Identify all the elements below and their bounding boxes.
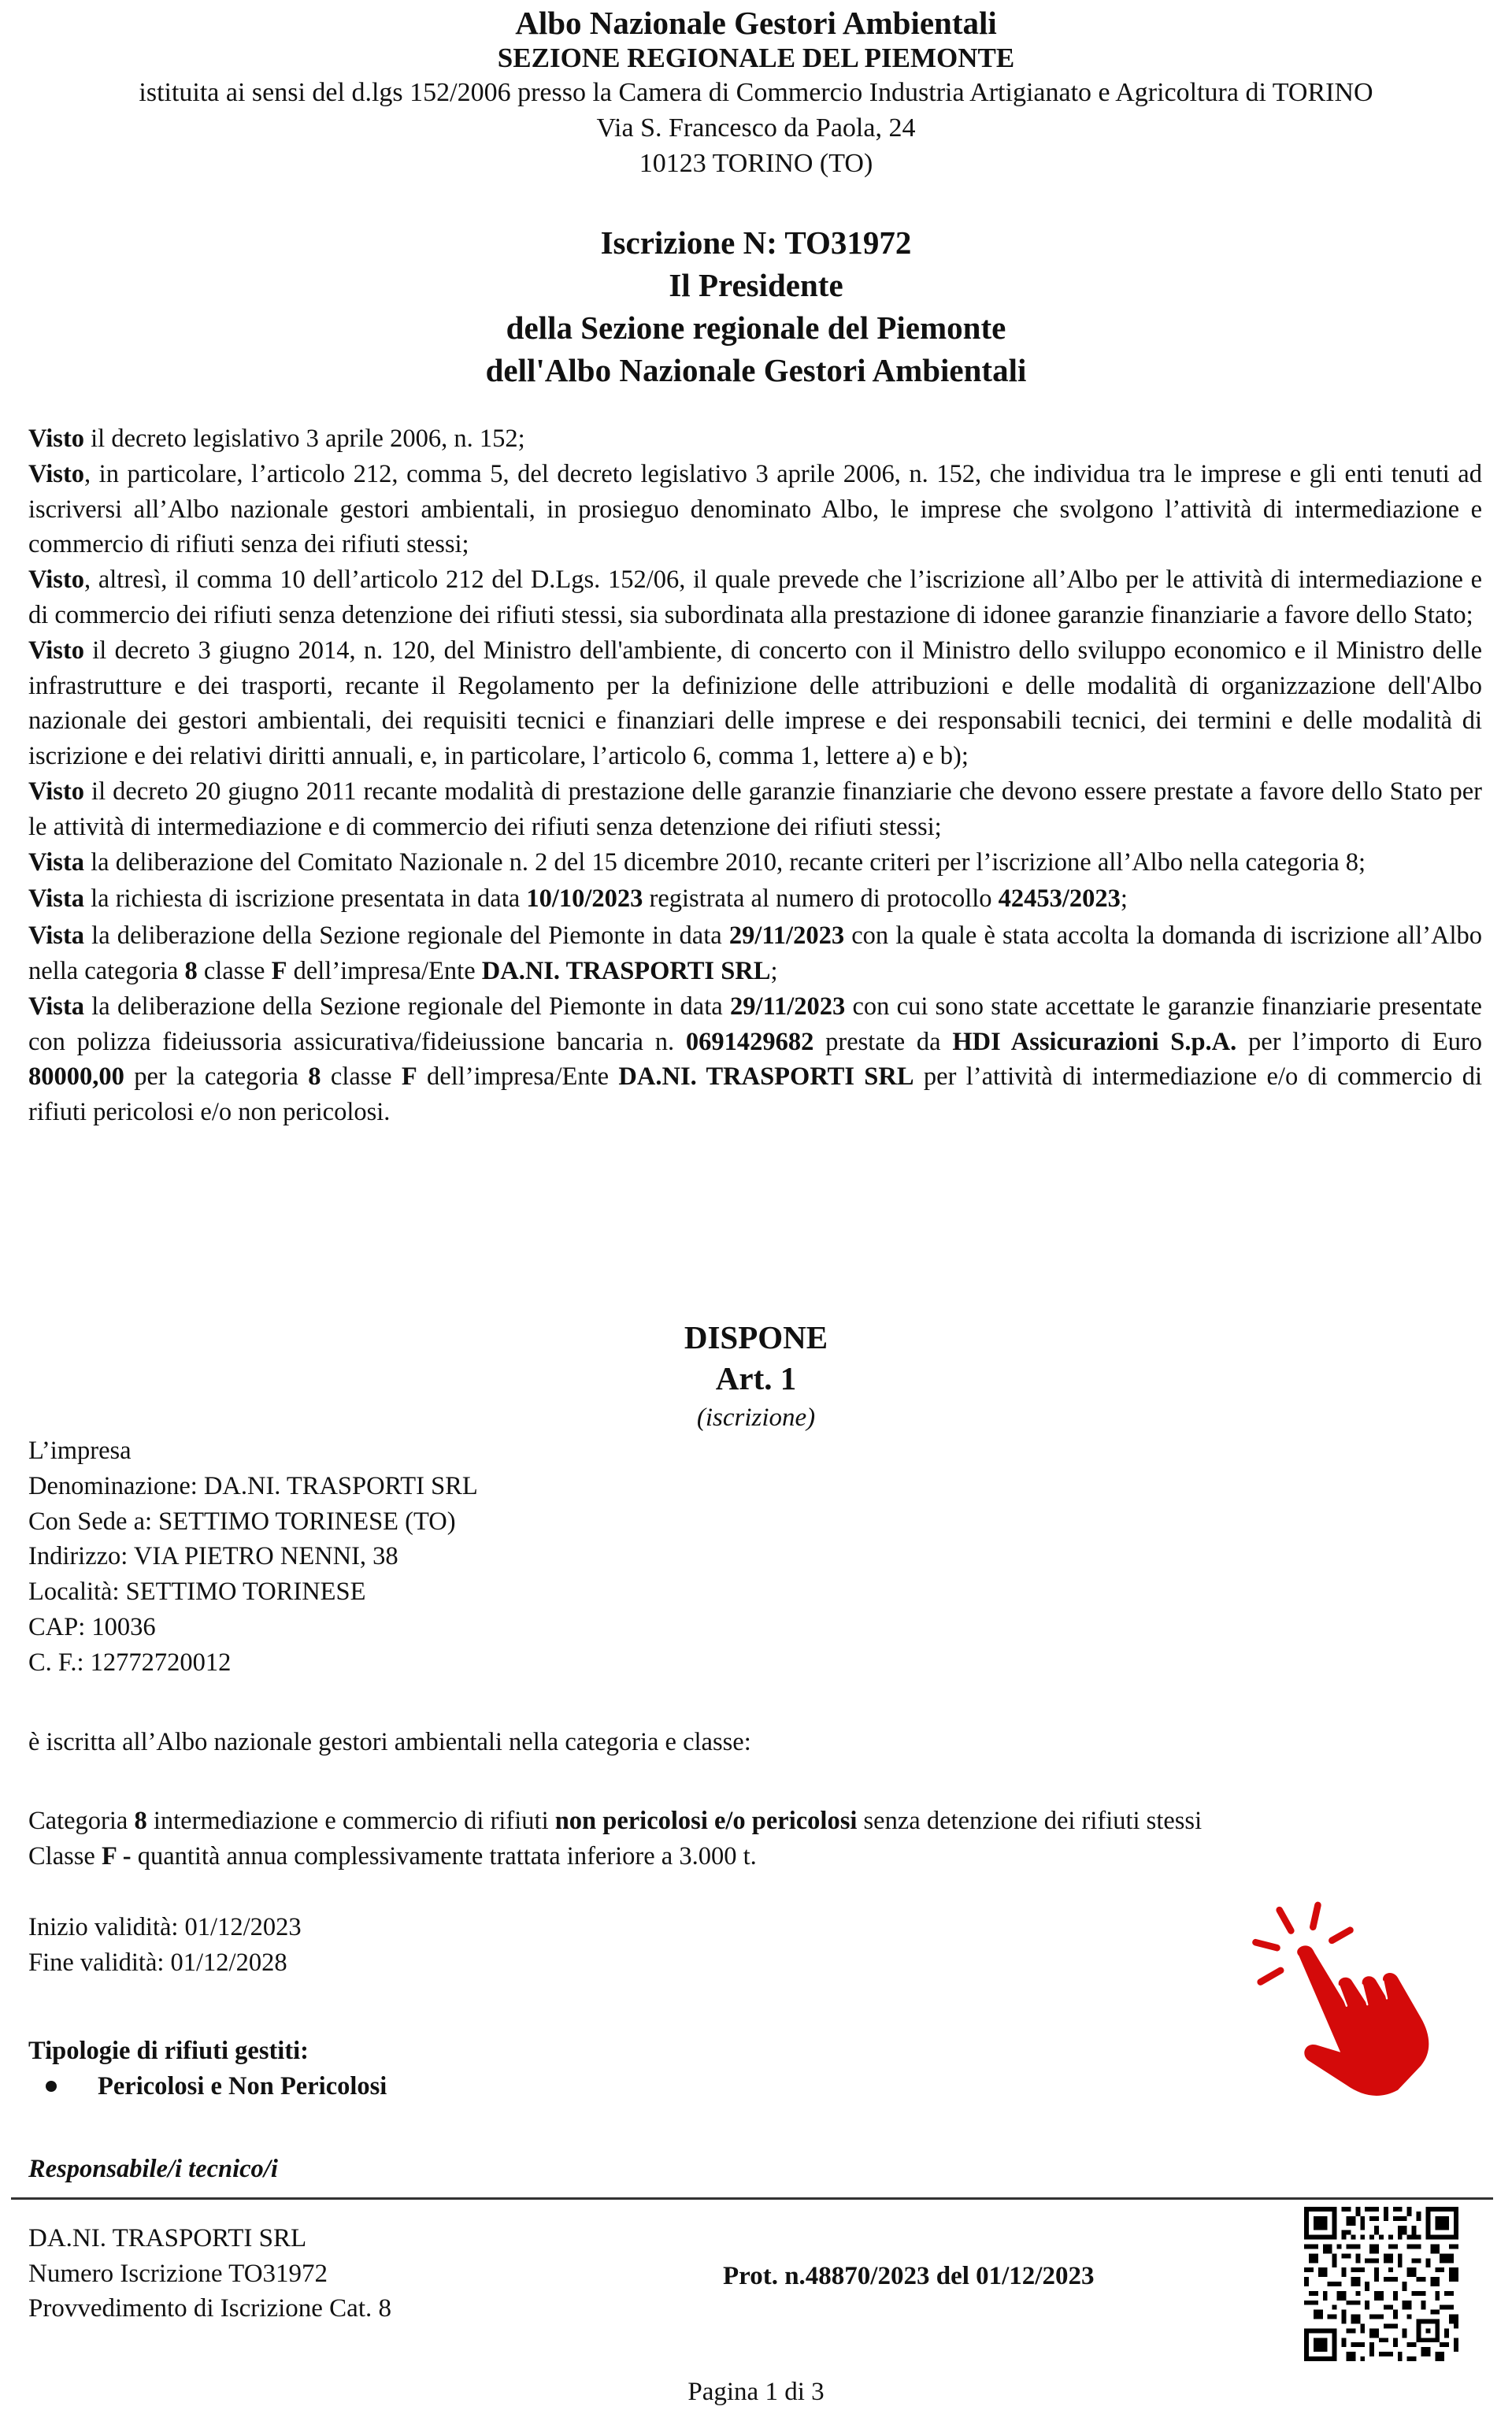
premessa-lead: Vista [28, 847, 85, 877]
garanzie-text: classe [321, 1062, 402, 1092]
footer-impresa: DA.NI. TRASPORTI SRL [28, 2224, 307, 2252]
iscritta-statement: è iscritta all’Albo nazionale gestori ambientali nella categoria e classe: [28, 1728, 751, 1756]
tipologie-item-label: Pericolosi e Non Pericolosi [98, 2071, 387, 2100]
albo-heading: dell'Albo Nazionale Gestori Ambientali [485, 352, 1027, 388]
delibera-text: con la quale è stata accolta la domanda di iscrizione all’Albo nella categoria [28, 921, 1482, 985]
garanzie-lead: Vista [28, 992, 85, 1021]
qr-code-icon[interactable] [1304, 2207, 1458, 2361]
classe-label: Classe [28, 1841, 102, 1871]
delibera-date: 29/11/2023 [728, 921, 845, 951]
tipologie-item [28, 2069, 387, 2104]
delibera-categoria: 8 [184, 956, 198, 985]
delibera-text: dell’impresa/Ente [287, 956, 482, 985]
delibera-impresa: DA.NI. TRASPORTI SRL [481, 956, 771, 985]
garanzie-categoria: 8 [308, 1062, 321, 1092]
impresa-indirizzo: Indirizzo: VIA PIETRO NENNI, 38 [28, 1542, 398, 1571]
impresa-details [28, 1433, 478, 1681]
richiesta-text: ; [1120, 884, 1128, 914]
premessa-text: , altresì, il comma 10 dell’articolo 212 del D.Lgs. 152/06, il quale prevede che l’iscrizione all’Albo per le attività di intermediazione e di commercio dei rifiuti senza detenzione dei rifiuti stessi, sia subordinata alla prestazione di idonee garanzie finanziarie a favore dello Stato; [28, 565, 1482, 629]
premessa-paragraph [28, 562, 1482, 633]
richiesta-text: registrata al numero di protocollo [643, 884, 999, 914]
header-subtitle: SEZIONE REGIONALE DEL PIEMONTE [497, 43, 1015, 73]
richiesta-protocol: 42453/2023 [998, 884, 1121, 914]
iscrizione-number: Iscrizione N: TO31972 [600, 224, 912, 261]
garanzie-date: 29/11/2023 [729, 992, 846, 1021]
delibera-garanzie-paragraph [28, 989, 1482, 1130]
delibera-text: classe [197, 956, 272, 985]
impresa-cf: C. F.: 12772720012 [28, 1648, 232, 1677]
garanzie-text: con cui sono state accettate le garanzie finanziarie presentate con polizza fideiussoria assicurativa/fideiussione bancaria n. [28, 992, 1482, 1056]
premessa-lead: Visto [28, 565, 85, 595]
categoria-tipo: non pericolosi e/o pericolosi [554, 1807, 858, 1835]
garanzie-text: per la categoria [124, 1062, 309, 1092]
header-address-street: Via S. Francesco da Paola, 24 [596, 113, 916, 143]
categoria-text: senza detenzione dei rifiuti stessi [857, 1807, 1203, 1835]
validita-block [28, 1910, 302, 1981]
premessa-text: il decreto 20 giugno 2011 recante modalità di prestazione delle garanzie finanziarie che devono essere prestate a favore dello Stato per le attività di intermediazione e di commercio dei rifiuti senza detenzione dei rifiuti stessi; [28, 777, 1482, 841]
richiesta-paragraph [28, 881, 1482, 917]
header-title: Albo Nazionale Gestori Ambientali [515, 5, 997, 41]
premessa-lead: Visto [28, 459, 85, 488]
delibera-text: ; [770, 956, 778, 985]
delibera-domanda-paragraph [28, 918, 1482, 989]
richiesta-text: la richiesta di iscrizione presentata in data [84, 884, 527, 914]
protocol-number: Prot. n.48870/2023 del 01/12/2023 [723, 2262, 1095, 2290]
richiesta-lead: Vista [28, 884, 85, 914]
premessa-paragraph [28, 633, 1482, 774]
garanzie-text: dell’impresa/Ente [417, 1062, 619, 1092]
garanzie-text: per l’importo di Euro [1236, 1027, 1483, 1056]
inizio-validita: Inizio validità: 01/12/2023 [28, 1913, 302, 1941]
classe-line [28, 1839, 1202, 1874]
classe-value: F - [101, 1841, 132, 1871]
impresa-sede: Con Sede a: SETTIMO TORINESE (TO) [28, 1507, 456, 1536]
garanzie-polizza: 0691429682 [685, 1027, 814, 1056]
categoria-line [28, 1804, 1202, 1839]
richiesta-date: 10/10/2023 [526, 884, 643, 914]
page-number: Pagina 1 di 3 [687, 2378, 825, 2406]
footer-impresa-block [28, 2221, 391, 2327]
presidente-heading: Il Presidente [669, 267, 843, 303]
header-address-city: 10123 TORINO (TO) [639, 149, 873, 178]
article-heading: Art. 1 [715, 1360, 797, 1396]
footer-divider [11, 2197, 1493, 2200]
categoria-label: Categoria [28, 1807, 135, 1835]
article-subtitle: (iscrizione) [696, 1403, 816, 1432]
garanzie-text: prestate da [813, 1027, 953, 1056]
footer-numero-iscrizione: Numero Iscrizione TO31972 [28, 2259, 328, 2288]
premesse-section [28, 421, 1482, 1130]
premessa-paragraph [28, 421, 1482, 457]
tap-hand-icon [1227, 1889, 1471, 2133]
garanzie-text: per l’attività di intermediazione e/o di commercio di rifiuti pericolosi e/o non pericolosi. [28, 1062, 1482, 1127]
fine-validita: Fine validità: 01/12/2028 [28, 1948, 287, 1977]
premessa-text: la deliberazione del Comitato Nazionale n. 2 del 15 dicembre 2010, recante criteri per l’iscrizione all’Albo nella categoria 8; [84, 847, 1366, 877]
impresa-localita: Località: SETTIMO TORINESE [28, 1578, 366, 1607]
garanzie-impresa: DA.NI. TRASPORTI SRL [618, 1062, 914, 1092]
premessa-lead: Visto [28, 636, 85, 665]
impresa-cap: CAP: 10036 [28, 1612, 156, 1641]
tipologie-heading: Tipologie di rifiuti gestiti: [28, 2037, 309, 2065]
sezione-heading: della Sezione regionale del Piemonte [506, 310, 1006, 346]
premessa-paragraph [28, 845, 1482, 881]
garanzie-classe: F [401, 1062, 417, 1092]
categoria-number: 8 [134, 1807, 147, 1835]
categoria-text: intermediazione e commercio di rifiuti [146, 1807, 555, 1835]
categoria-classe [28, 1804, 1202, 1874]
impresa-intro: L’impresa [28, 1437, 132, 1465]
premessa-lead: Visto [28, 777, 85, 806]
tipologie-section [28, 2034, 387, 2104]
garanzie-importo: 80000,00 [28, 1062, 124, 1092]
delibera-text: la deliberazione della Sezione regionale del Piemonte in data [84, 921, 729, 951]
bullet-icon [46, 2081, 57, 2092]
garanzie-garante: HDI Assicurazioni S.p.A. [952, 1027, 1237, 1056]
premessa-text: , in particolare, l’articolo 212, comma 5, del decreto legislativo 3 aprile 2006, n. 152, che individua tra le imprese e gli enti tenuti ad iscriversi all’Albo nazionale gestori ambientali, in prosieguo denominato Albo, le imprese che svolgono l’attività di intermediazione e commercio di rifiuti senza dei rifiuti stessi; [28, 459, 1482, 559]
premessa-paragraph [28, 457, 1482, 562]
header-institution: istituita ai sensi del d.lgs 152/2006 presso la Camera di Commercio Industria Artigianato e Agricoltura di TORINO [139, 78, 1373, 107]
delibera-lead: Vista [28, 921, 85, 951]
classe-description: quantità annua complessivamente trattata inferiore a 3.000 t. [131, 1841, 757, 1871]
premessa-paragraph [28, 774, 1482, 845]
delibera-classe: F [271, 956, 287, 985]
footer-provvedimento: Provvedimento di Iscrizione Cat. 8 [28, 2294, 391, 2323]
premessa-text: il decreto legislativo 3 aprile 2006, n. 152; [84, 425, 525, 453]
dispone-heading: DISPONE [684, 1319, 828, 1355]
responsabili-heading: Responsabile/i tecnico/i [28, 2155, 278, 2183]
premessa-text: il decreto 3 giugno 2014, n. 120, del Ministro dell'ambiente, di concerto con il Ministro dello sviluppo economico e il Ministro delle infrastrutture e dei trasporti, recante il Regolamento per la definizione delle attribuzioni e delle modalità di organizzazione dell'Albo nazionale dei gestori ambientali, dei requisiti tecnici e finanziari delle imprese e dei responsabili tecnici, dei termini e delle modalità di iscrizione e dei relativi diritti annuali, e, in particolare, l’articolo 6, comma 1, lettere a) e b); [28, 636, 1482, 771]
premessa-lead: Visto [28, 425, 85, 453]
impresa-denominazione: Denominazione: DA.NI. TRASPORTI SRL [28, 1471, 478, 1500]
garanzie-text: la deliberazione della Sezione regionale del Piemonte in data [84, 992, 730, 1021]
